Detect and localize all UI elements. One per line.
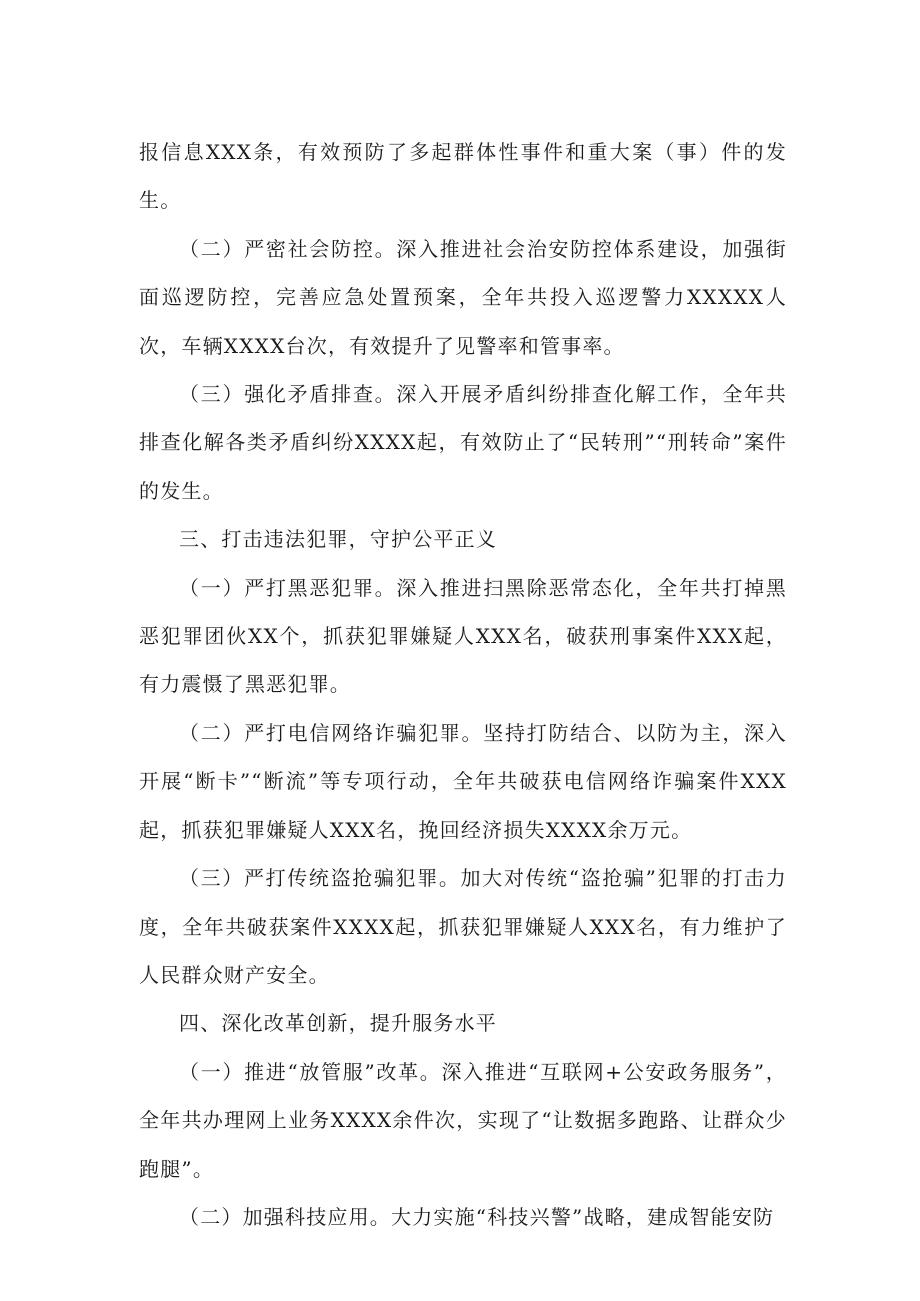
paragraph-gang-crime: （一）严打黑恶犯罪。深入推进扫黑除恶常态化，全年共打掉黑恶犯罪团伙XX个，抓获犯罪嫌疑人XXX名，破获刑事案件XXX起，有力震慑了黑恶犯罪。 <box>139 575 787 697</box>
document-body <box>139 128 787 1241</box>
section-heading-crime-crackdown: 三、打击违法犯罪，守护公平正义 <box>179 527 497 552</box>
paragraph-theft-robbery-fraud: （三）严打传统盗抢骗犯罪。加大对传统“盗抢骗”犯罪的打击力度，全年共破获案件XXXX起，抓获犯罪嫌疑人XXX名，有力维护了人民群众财产安全。 <box>139 866 787 987</box>
section-heading-reform-innovation: 四、深化改革创新，提升服务水平 <box>179 1011 497 1036</box>
paragraph-continuation: 报信息XXX条，有效预防了多起群体性事件和重大案（事）件的发生。 <box>139 140 787 213</box>
paragraph-technology: （二）加强科技应用。大力实施“科技兴警”战略，建成智能安防 <box>179 1204 775 1229</box>
paragraph-conflict-screening: （三）强化矛盾排查。深入开展矛盾纠纷排查化解工作，全年共排查化解各类矛盾纠纷XXXX起，有效防止了“民转刑”“刑转命”案件的发生。 <box>139 382 787 503</box>
paragraph-social-prevention: （二）严密社会防控。深入推进社会治安防控体系建设，加强街面巡逻防控，完善应急处置预案，全年共投入巡逻警力XXXXX人次，车辆XXXX台次，有效提升了见警率和管事率。 <box>139 236 787 358</box>
paragraph-telecom-fraud: （二）严打电信网络诈骗犯罪。坚持打防结合、以防为主，深入开展“断卡”“断流”等专项行动，全年共破获电信网络诈骗案件XXX起，抓获犯罪嫌疑人XXX名，挽回经济损失XXXX余万元。 <box>139 720 787 842</box>
paragraph-service-reform: （一）推进“放管服”改革。深入推进“互联网+公安政务服务”，全年共办理网上业务XXXX余件次，实现了“让数据多跑路、让群众少跑腿”。 <box>139 1059 787 1181</box>
